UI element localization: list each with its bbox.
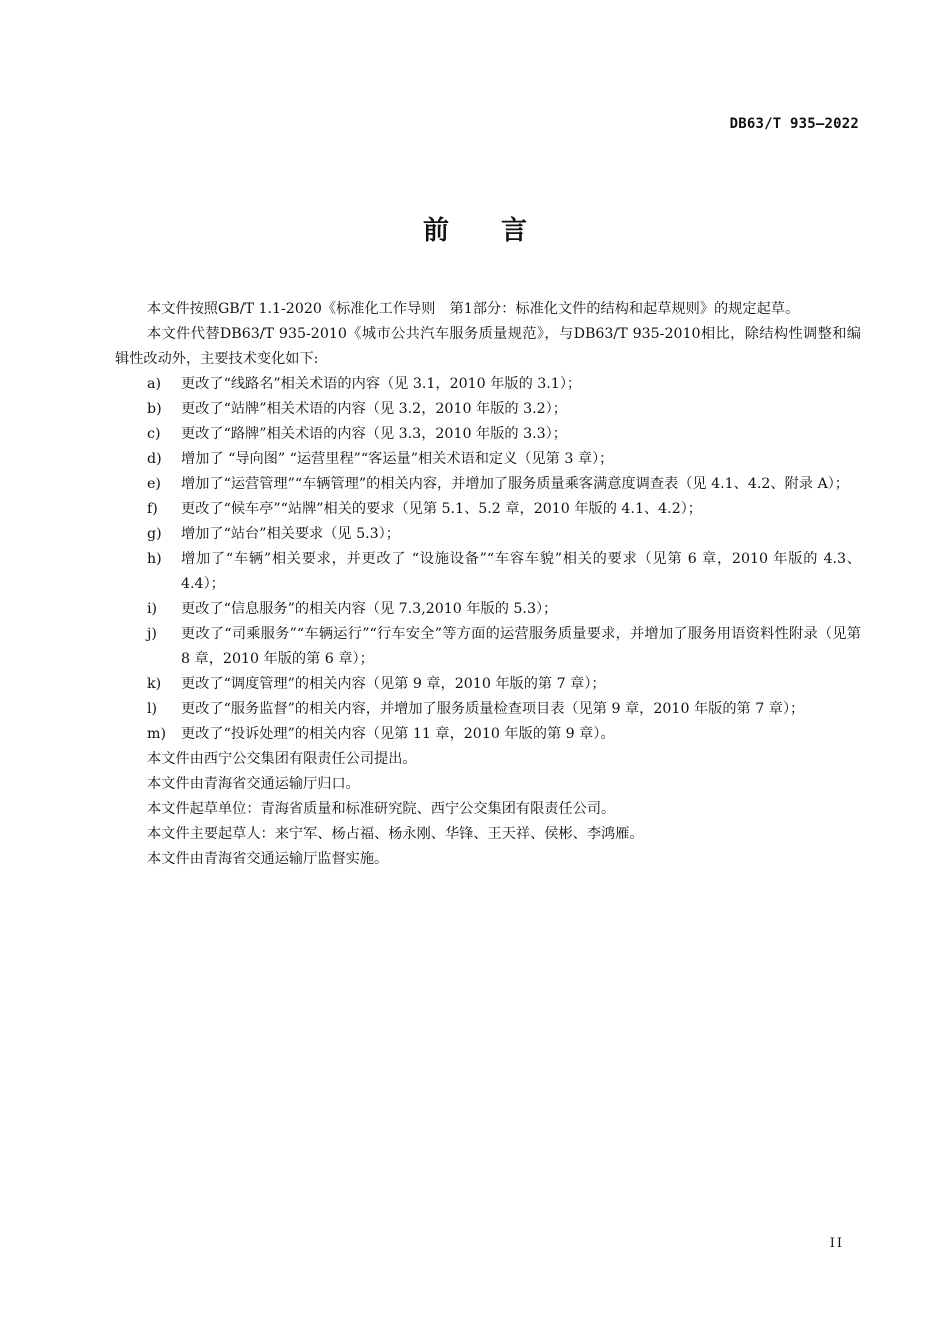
list-item-text: 更改了“候车亭”“站牌”相关的要求（见第 5.1、5.2 章，2010 年版的 4.1、4.2）；	[181, 501, 702, 517]
list-marker: g)	[147, 526, 162, 542]
list-item-text: 更改了“信息服务”的相关内容（见 7.3,2010 年版的 5.3）；	[181, 601, 558, 617]
list-item	[115, 422, 861, 447]
list-item	[115, 472, 861, 497]
closing-paragraph-authority: 本文件由青海省交通运输厅归口。	[147, 776, 360, 792]
list-marker: b)	[147, 401, 162, 417]
list-item-text: 增加了“站台”相关要求（见 5.3）；	[181, 526, 400, 542]
list-item	[115, 722, 861, 747]
intro-paragraph: 本文件代替DB63/T 935-2010《城市公共汽车服务质量规范》，与DB63/T 935-2010相比，除结构性调整和编辑性改动外，主要技术变化如下:	[115, 326, 861, 367]
list-item-text: 增加了 “导向图” “运营里程”“客运量”相关术语和定义（见第 3 章）；	[181, 451, 614, 467]
list-item	[115, 597, 861, 622]
list-item-text: 更改了“调度管理”的相关内容（见第 9 章，2010 年版的第 7 章）；	[181, 676, 606, 692]
list-item-text: 增加了“运营管理”“车辆管理”的相关内容，并增加了服务质量乘客满意度调查表（见 4.1、4.2、附录 A）；	[181, 476, 849, 492]
list-item-text: 更改了“站牌”相关术语的内容（见 3.2，2010 年版的 3.2）；	[181, 401, 567, 417]
list-item	[115, 447, 861, 472]
closing-paragraph-drafters: 本文件主要起草人：来宁军、杨占福、杨永刚、华锋、王天祥、侯彬、李鸿雁。	[147, 826, 644, 842]
list-marker: k)	[147, 676, 162, 692]
list-item-text: 更改了“路牌”相关术语的内容（见 3.3，2010 年版的 3.3）；	[181, 426, 567, 442]
list-item	[115, 547, 861, 597]
changes-list	[115, 372, 861, 747]
list-item	[115, 497, 861, 522]
list-item-text: 更改了“线路名”相关术语的内容（见 3.1，2010 年版的 3.1）；	[181, 376, 582, 392]
page-number: II	[829, 1236, 844, 1251]
list-marker: c)	[147, 426, 161, 442]
list-marker: e)	[147, 476, 161, 492]
intro-paragraph: 本文件按照GB/T 1.1-2020《标准化工作导则 第1部分：标准化文件的结构和起草规则》的规定起草。	[147, 301, 800, 317]
list-marker: j)	[147, 626, 157, 642]
list-item	[115, 697, 861, 722]
closing-paragraph-drafting-units: 本文件起草单位：青海省质量和标准研究院、西宁公交集团有限责任公司。	[147, 801, 616, 817]
list-item	[115, 372, 861, 397]
list-item	[115, 397, 861, 422]
list-marker: a)	[147, 376, 161, 392]
list-marker: i)	[147, 601, 158, 617]
closing-paragraph-proposer: 本文件由西宁公交集团有限责任公司提出。	[147, 751, 417, 767]
foreword-body	[115, 297, 861, 872]
page-title: 前言	[422, 216, 579, 246]
list-marker: m)	[147, 726, 166, 742]
list-item-text: 增加了“车辆”相关要求，并更改了 “设施设备”“车容车貌”相关的要求（见第 6 章，2010 年版的 4.3、4.4）；	[181, 551, 861, 592]
list-marker: d)	[147, 451, 162, 467]
list-item	[115, 522, 861, 547]
list-marker: h)	[147, 551, 162, 567]
list-marker: f)	[147, 501, 158, 517]
list-item-text: 更改了“司乘服务”“车辆运行”“行车安全”等方面的运营服务质量要求，并增加了服务用语资料性附录（见第 8 章，2010 年版的第 6 章）；	[181, 626, 861, 667]
list-item	[115, 672, 861, 697]
list-item	[115, 622, 861, 672]
list-item-text: 更改了“服务监督”的相关内容，并增加了服务质量检查项目表（见第 9 章，2010 年版的第 7 章）；	[181, 701, 805, 717]
document-code: DB63/T 935—2022	[729, 116, 859, 132]
list-marker: l)	[147, 701, 158, 717]
list-item-text: 更改了“投诉处理”的相关内容（见第 11 章，2010 年版的第 9 章）。	[181, 726, 615, 742]
closing-paragraph-supervision: 本文件由青海省交通运输厅监督实施。	[147, 851, 389, 867]
